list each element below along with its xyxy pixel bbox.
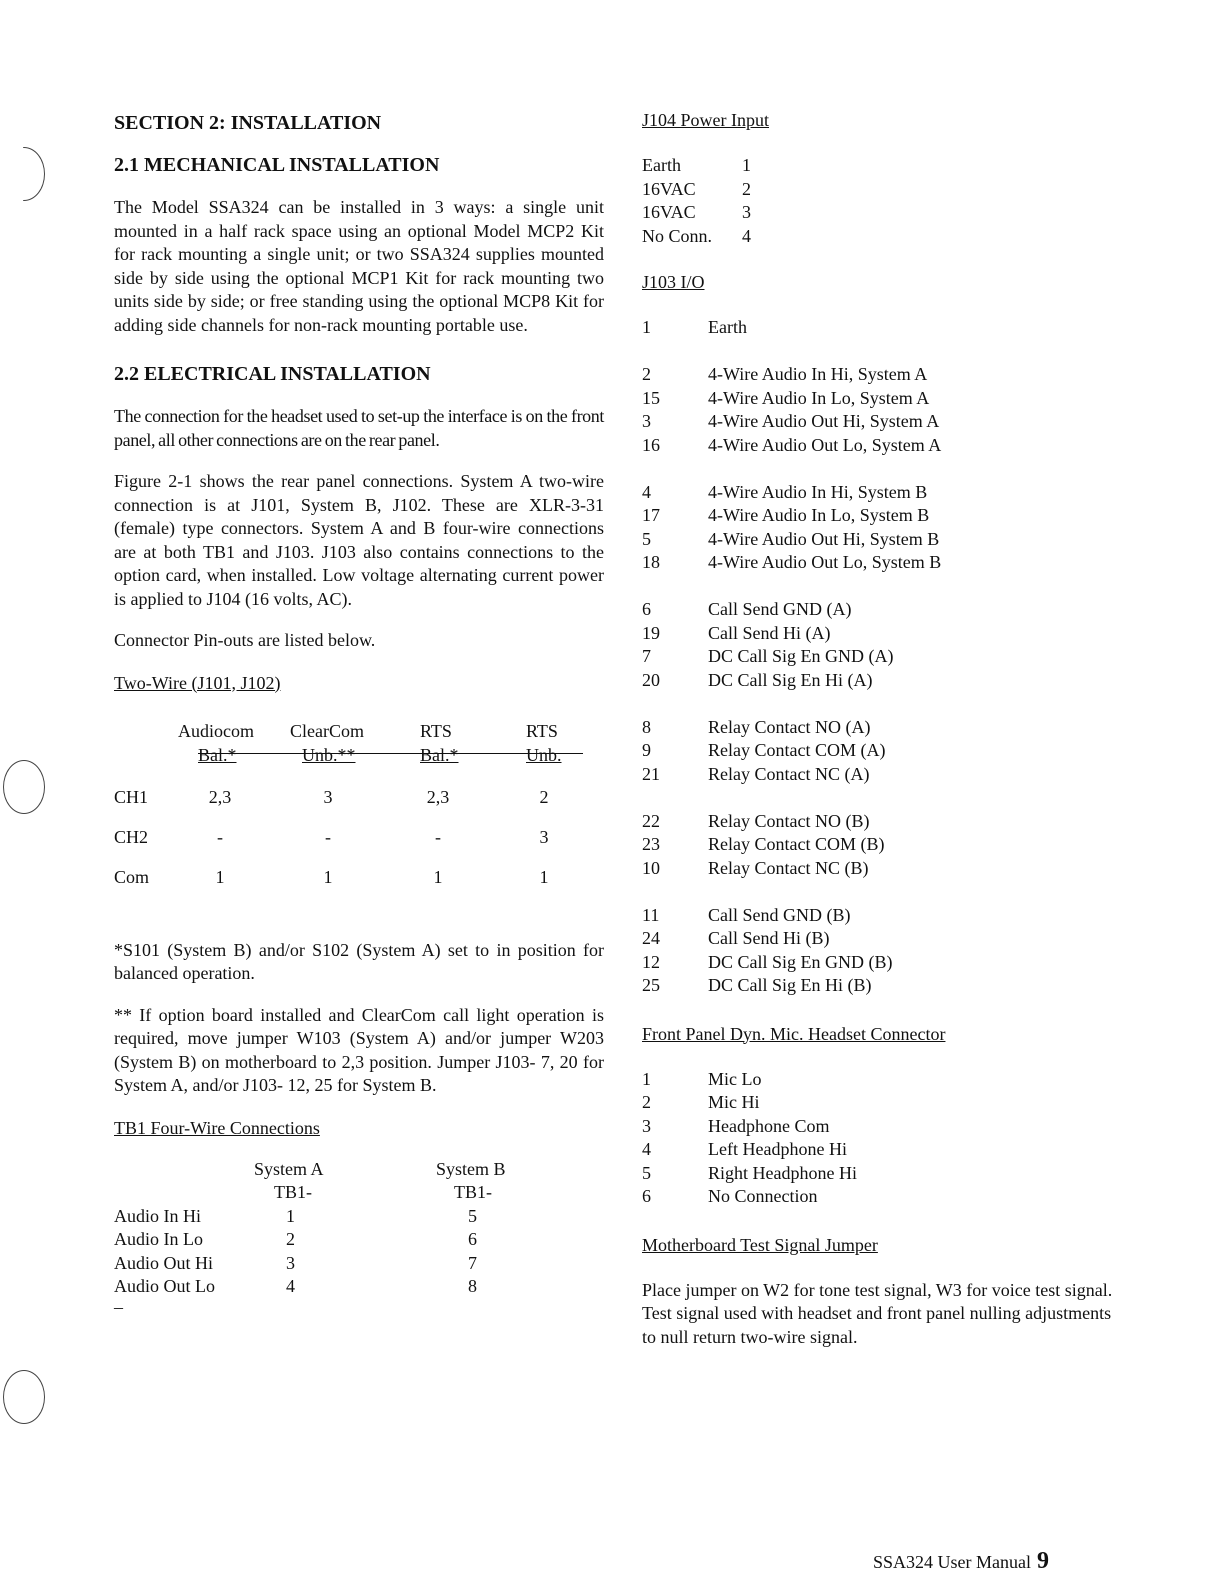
pin-desc: Mic Hi [708,1092,760,1112]
pin-desc: Relay Contact COM (B) [708,834,885,854]
pin-desc: Call Send GND (B) [708,904,851,925]
list-item [642,927,1152,951]
pin-desc: Mic Lo [708,1068,762,1089]
pin-desc: 4-Wire Audio In Lo, System A [708,387,930,408]
binder-hole [3,760,45,814]
col-header: System B [436,1158,506,1179]
pin-desc: Right Headphone Hi [708,1162,857,1183]
list-item [642,1091,1152,1115]
list-item [642,857,1152,881]
pin-number: 6 [642,599,651,619]
electrical-heading: 2.2 ELECTRICAL INSTALLATION [114,363,431,385]
col-header: RTS [526,720,558,741]
pin-number: 4 [642,481,651,502]
right-column [642,108,1152,1367]
pin-desc: Earth [708,317,747,337]
pin-desc: Headphone Com [708,1115,830,1136]
header-rule [198,753,583,754]
test-jumper-title: Motherboard Test Signal Jumper [642,1234,878,1255]
left-column [114,108,604,1316]
list-item [642,1162,1152,1186]
table-cell: 8 [468,1275,477,1296]
pin-label: 16VAC [642,202,696,222]
pin-desc: Call Send Hi (A) [708,622,831,643]
pin-label: Earth [642,155,681,175]
col-subheader: Unb.** [302,744,356,765]
pin-number: 4 [642,1139,651,1159]
pin-number: 24 [642,928,660,948]
pin-number: 10 [642,857,660,878]
table-cell: 5 [468,1205,477,1226]
col-header: Audiocom [178,720,254,741]
pin-number: 22 [642,810,660,831]
pin-number: 16 [642,434,660,455]
pin-desc: Relay Contact NO (A) [708,716,871,737]
manual-name: SSA324 User Manual [873,1552,1031,1572]
pin-number: 5 [642,1162,651,1183]
pin-desc: Relay Contact NC (B) [708,857,869,878]
pin-desc: DC Call Sig En Hi (B) [708,975,872,995]
front-panel-title: Front Panel Dyn. Mic. Headset Connector [642,1023,946,1044]
list-item [642,1185,1152,1209]
table-cell: 1 [539,866,549,887]
row-label: Audio Out Hi [114,1252,213,1273]
list-item [642,504,1152,528]
tb1-title: TB1 Four-Wire Connections [114,1117,320,1138]
col-header: System A [254,1158,324,1179]
pin-number: 25 [642,975,660,995]
list-item [642,1115,1152,1139]
col-subheader: TB1- [454,1181,492,1202]
two-wire-table [114,709,604,939]
pin-desc: DC Call Sig En GND (A) [708,646,894,666]
table-cell: 4 [286,1275,295,1296]
table-cell: 7 [468,1252,477,1273]
page-number: 9 [1037,1548,1049,1574]
pin-number: 18 [642,552,660,572]
col-header: ClearCom [290,720,364,741]
pin-desc: 4-Wire Audio In Hi, System B [708,481,928,502]
list-item [642,951,1152,975]
pin-desc: 4-Wire Audio Out Hi, System A [708,411,940,431]
binder-hole [3,147,45,201]
list-item [642,645,1152,669]
list-item [642,434,1152,458]
pin-number: 19 [642,622,660,643]
pin-number: 1 [742,155,751,175]
list-item [642,154,1152,178]
pin-number: 4 [742,225,751,246]
pin-number: 2 [742,178,751,199]
col-subheader: Bal.* [198,744,237,765]
pin-number: 1 [642,317,651,337]
list-item [642,551,1152,575]
list-item [642,1068,1152,1092]
pin-desc: DC Call Sig En GND (B) [708,951,893,972]
table-cell: 3 [286,1252,295,1273]
pin-desc: Call Send GND (A) [708,599,852,619]
list-item [642,481,1152,505]
table-cell: 3 [323,786,333,807]
test-jumper-text: Place jumper on W2 for tone test signal, W3 for voice test signal. Test signal used with headset and front panel nulling adjustments to null return two-wire signal. [642,1279,1113,1347]
table-cell: 1 [286,1205,295,1226]
list-item [642,363,1152,387]
two-wire-title: Two-Wire (J101, J102) [114,672,281,693]
list-item [642,622,1152,646]
table-cell: - [435,826,441,847]
pin-number: 2 [642,1092,651,1112]
pin-desc: Call Send Hi (B) [708,928,830,948]
col-subheader: Bal.* [420,744,459,765]
pin-number: 9 [642,740,651,760]
pin-desc: Relay Contact COM (A) [708,740,886,760]
table-cell: 2 [286,1228,295,1249]
pin-desc: 4-Wire Audio In Lo, System B [708,505,930,525]
table-cell: 1 [323,866,333,887]
table-cell: 1 [433,866,443,887]
pin-desc: 4-Wire Audio Out Lo, System B [708,552,942,572]
row-label: Audio Out Lo [114,1275,215,1296]
pin-desc: 4-Wire Audio Out Lo, System A [708,434,942,455]
row-label: CH1 [114,786,149,807]
pin-desc: No Connection [708,1186,818,1206]
list-item [642,178,1152,202]
dash-mark: – [114,1296,123,1317]
pin-number: 8 [642,716,651,737]
table-cell: 1 [215,866,225,887]
list-item [642,716,1152,740]
table-cell: 3 [539,826,549,847]
list-item [642,225,1152,249]
pin-desc: DC Call Sig En Hi (A) [708,669,873,690]
pin-desc: 4-Wire Audio Out Hi, System B [708,528,940,549]
pin-number: 3 [642,411,651,431]
row-label: Com [114,866,150,887]
list-item [642,387,1152,411]
pin-number: 1 [642,1068,651,1089]
list-item [642,669,1152,693]
note-clearcom: ** If option board installed and ClearCom call light operation is required, move jumper W103 (System A) and/or jumper W203 (System B) on motherboard to 2,3 position. Jumper J103- 7, 20 for System A, and/or J103- 12, 25 for System B. [114,1004,604,1095]
row-label: Audio In Lo [114,1228,203,1249]
pin-number: 6 [642,1186,651,1206]
list-item [642,316,1152,340]
electrical-text-3: Connector Pin-outs are listed below. [114,630,376,650]
pin-number: 3 [742,202,751,222]
pin-label: 16VAC [642,178,696,199]
list-item [642,598,1152,622]
pin-number: 12 [642,951,660,972]
j104-title: J104 Power Input [642,110,769,130]
j103-title: J103 I/O [642,272,705,292]
col-subheader: Unb. [526,744,562,765]
front-panel-list [642,1068,1152,1209]
pin-number: 23 [642,834,660,854]
list-item [642,763,1152,787]
pin-number: 7 [642,646,651,666]
list-item [642,904,1152,928]
list-item [642,833,1152,857]
mechanical-text: The Model SSA324 can be installed in 3 ways: a single unit mounted in a half rack space using an optional Model MCP2 Kit for rack mounting a single unit; or two SSA324 supplies mounted side by side using the optional MCP1 Kit for rack mounting two units side by side; or free standing using the optional MCP8 Kit for adding side channels for non-rack mounting portable use. [114,197,604,335]
pin-desc: Relay Contact NC (A) [708,763,870,784]
j103-list [642,316,1152,998]
pin-number: 21 [642,763,660,784]
pin-desc: Relay Contact NO (B) [708,810,870,831]
pin-number: 20 [642,669,660,690]
col-header: RTS [420,720,452,741]
section-title: SECTION 2: INSTALLATION [114,112,382,134]
pin-number: 5 [642,528,651,549]
list-item [642,201,1152,225]
pin-label: No Conn. [642,225,713,246]
pin-number: 2 [642,364,651,384]
list-item [642,410,1152,434]
list-item [642,974,1152,998]
table-cell: 6 [468,1228,477,1249]
table-cell: - [217,826,223,847]
pin-number: 15 [642,387,660,408]
electrical-text-2: Figure 2-1 shows the rear panel connections. System A two-wire connection is at J101, System B, J102. These are XLR-3-31 (female) type connectors. System A and B four-wire connections are at both TB1 and J103. J103 also contains connections to the option card, when installed. Low voltage alternating current power is applied to J104 (16 volts, AC). [114,471,604,609]
list-item [642,810,1152,834]
list-item [642,739,1152,763]
page-footer [873,1548,1049,1575]
list-item [642,528,1152,552]
table-cell: - [325,826,331,847]
electrical-text-1: The connection for the headset used to set-up the interface is on the front panel, all other connections are on the rear panel. [114,406,604,450]
binder-hole [3,1370,45,1424]
table-cell: 2,3 [426,786,450,807]
pin-desc: 4-Wire Audio In Hi, System A [708,364,928,384]
row-label: Audio In Hi [114,1205,201,1226]
pin-number: 3 [642,1115,651,1136]
row-label: CH2 [114,826,149,847]
pin-number: 17 [642,505,660,525]
table-cell: 2 [539,786,549,807]
tb1-table [114,1158,604,1298]
mechanical-heading: 2.1 MECHANICAL INSTALLATION [114,154,440,176]
pin-desc: Left Headphone Hi [708,1139,847,1159]
list-item [642,1138,1152,1162]
j104-list [642,154,1152,248]
table-cell: 2,3 [208,786,232,807]
col-subheader: TB1- [274,1181,312,1202]
note-balanced: *S101 (System B) and/or S102 (System A) set to in position for balanced operation. [114,939,604,983]
pin-number: 11 [642,904,660,925]
